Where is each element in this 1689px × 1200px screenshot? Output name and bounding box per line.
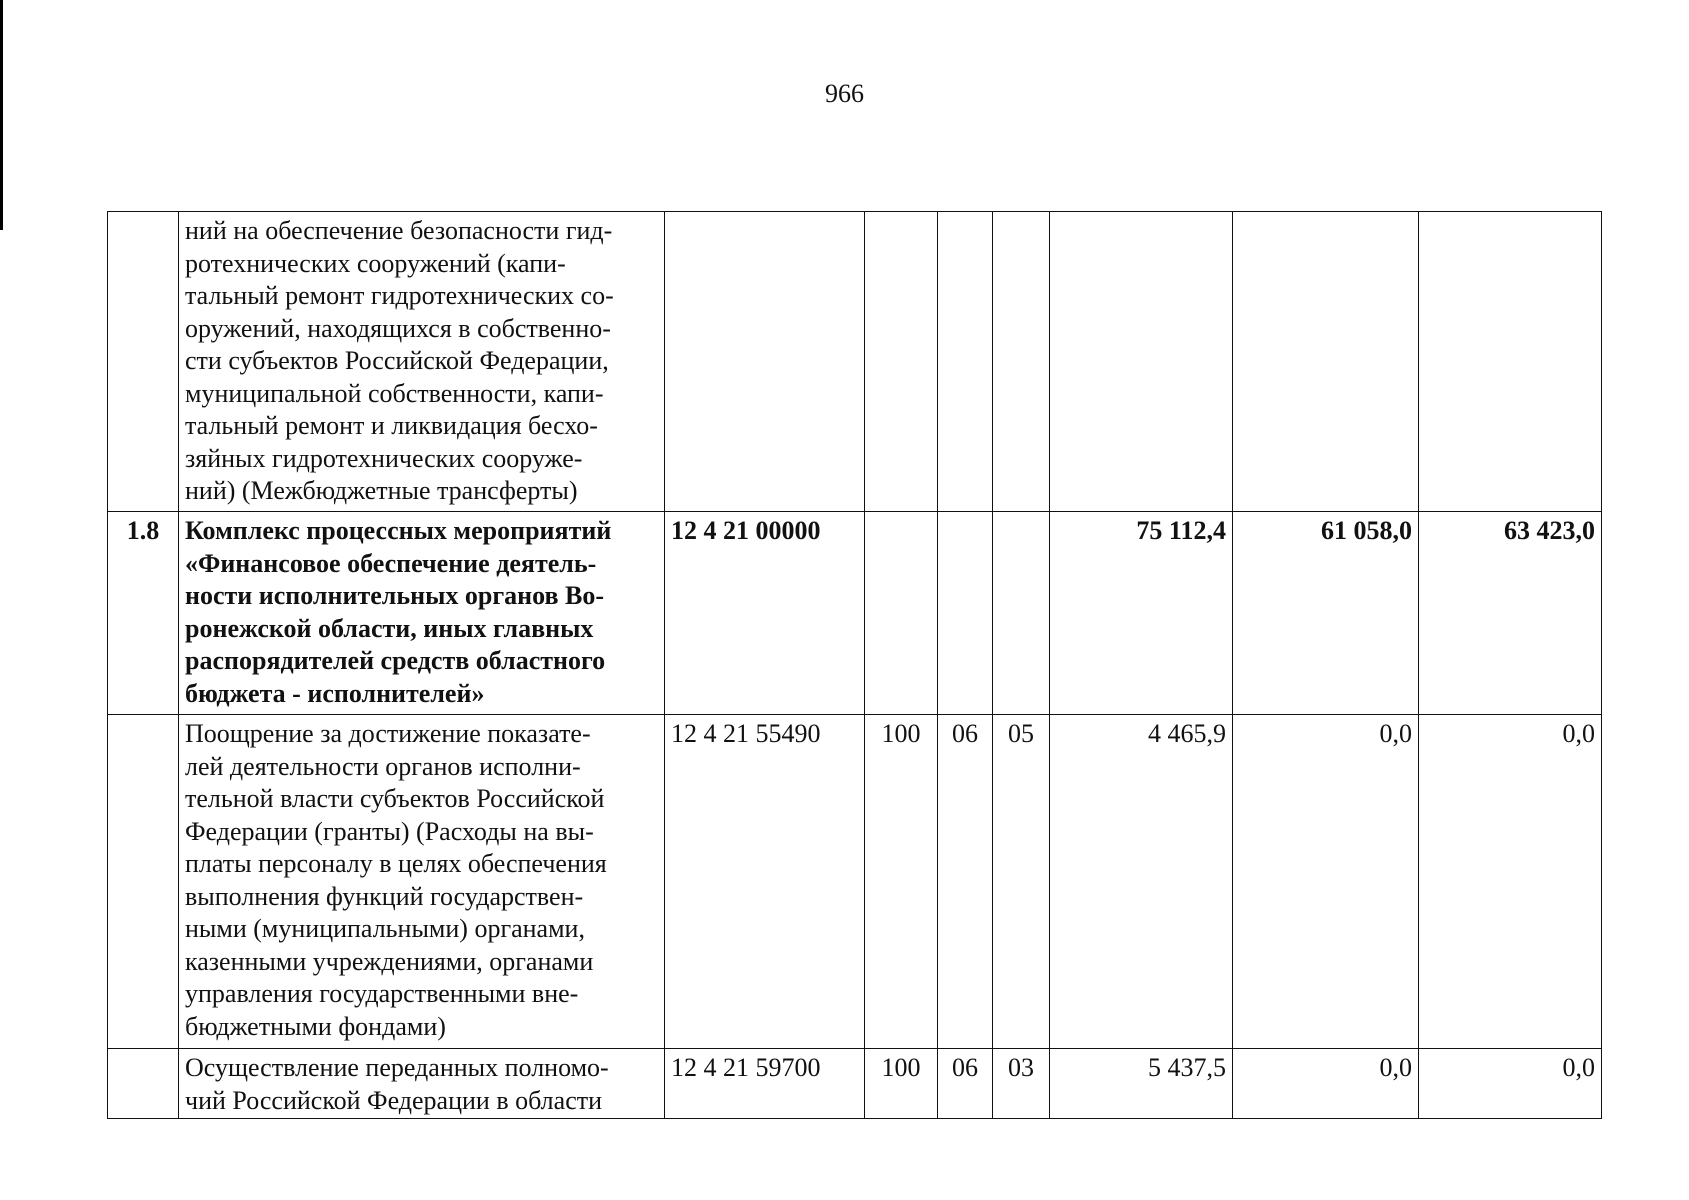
description-line: зяйных гидротехнических сооруже- bbox=[185, 443, 583, 473]
rz-cell bbox=[938, 512, 993, 715]
vr-cell: 100 bbox=[865, 715, 938, 1049]
description-cell bbox=[179, 512, 665, 715]
description-cell bbox=[179, 212, 665, 512]
amount-cell-1: 4 465,9 bbox=[1050, 715, 1233, 1049]
amount-cell-2: 0,0 bbox=[1233, 1049, 1419, 1119]
description-line: Федерации (гранты) (Расходы на вы- bbox=[185, 816, 594, 846]
code-cell: 12 4 21 00000 bbox=[665, 512, 865, 715]
pr-cell bbox=[993, 212, 1050, 512]
description-line: лей деятельности органов исполни- bbox=[185, 751, 581, 781]
description-line: управления государственными вне- bbox=[185, 979, 579, 1008]
amount-cell-1 bbox=[1050, 212, 1233, 512]
rz-cell: 06 bbox=[938, 715, 993, 1049]
description-line: казенными учреждениями, органами bbox=[185, 946, 594, 976]
description-cell bbox=[179, 1049, 665, 1119]
rz-cell bbox=[938, 212, 993, 512]
page-number: 966 bbox=[825, 79, 864, 108]
description-line: тальный ремонт гидротехнических со- bbox=[185, 281, 614, 310]
description-line: ными (муниципальными) органами, bbox=[185, 914, 585, 943]
table-row bbox=[108, 1049, 1602, 1119]
description-line: тельной власти субъектов Российской bbox=[185, 784, 605, 813]
row-number-cell bbox=[108, 1049, 179, 1119]
code-cell: 12 4 21 55490 bbox=[665, 715, 865, 1049]
description-line: распорядителей средств областного bbox=[185, 646, 606, 675]
description-line: платы персоналу в целях обеспечения bbox=[185, 849, 607, 878]
pr-cell bbox=[993, 512, 1050, 715]
amount-cell-2: 61 058,0 bbox=[1233, 512, 1419, 715]
amount-cell-3: 0,0 bbox=[1419, 715, 1602, 1049]
amount-cell-3: 63 423,0 bbox=[1419, 512, 1602, 715]
amount-cell-3: 0,0 bbox=[1419, 1049, 1602, 1119]
description-cell bbox=[179, 715, 665, 1049]
code-cell: 12 4 21 59700 bbox=[665, 1049, 865, 1119]
description-line: ротехнических сооружений (капи- bbox=[185, 248, 566, 278]
description-line: выполнения функций государствен- bbox=[185, 881, 584, 911]
amount-cell-1: 75 112,4 bbox=[1050, 512, 1233, 715]
description-line: оружений, находящихся в собственно- bbox=[185, 313, 611, 343]
pr-cell: 05 bbox=[993, 715, 1050, 1049]
pr-cell: 03 bbox=[993, 1049, 1050, 1119]
description-line: бюджета - исполнителей» bbox=[185, 678, 485, 708]
row-number-cell: 1.8 bbox=[108, 512, 179, 715]
description-line: Комплекс процессных мероприятий bbox=[185, 516, 612, 545]
description-line: ний на обеспечение безопасности гид- bbox=[185, 216, 613, 245]
description-line: ний) (Межбюджетные трансферты) bbox=[185, 476, 578, 505]
table-row bbox=[108, 512, 1602, 715]
rz-cell: 06 bbox=[938, 1049, 993, 1119]
table-row bbox=[108, 715, 1602, 1049]
vr-cell bbox=[865, 212, 938, 512]
row-number-cell bbox=[108, 715, 179, 1049]
budget-table bbox=[107, 211, 1602, 1119]
description-line: сти субъектов Российской Федерации, bbox=[185, 346, 609, 375]
description-line: ронежской области, иных главных bbox=[185, 613, 594, 643]
description-line: Осуществление переданных полномо- bbox=[185, 1053, 609, 1082]
vr-cell bbox=[865, 512, 938, 715]
amount-cell-2 bbox=[1233, 212, 1419, 512]
code-cell bbox=[665, 212, 865, 512]
description-line: чий Российской Федерации в области bbox=[185, 1085, 603, 1115]
vr-cell: 100 bbox=[865, 1049, 938, 1119]
table-row bbox=[108, 212, 1602, 512]
description-line: муниципальной собственности, капи- bbox=[185, 378, 604, 408]
scan-edge-mark bbox=[0, 0, 3, 230]
amount-cell-2: 0,0 bbox=[1233, 715, 1419, 1049]
description-line: «Финансовое обеспечение деятель- bbox=[185, 548, 597, 578]
description-line: тальный ремонт и ликвидация бесхо- bbox=[185, 411, 598, 440]
description-line: ности исполнительных органов Во- bbox=[185, 581, 605, 610]
amount-cell-1: 5 437,5 bbox=[1050, 1049, 1233, 1119]
description-line: бюджетными фондами) bbox=[185, 1011, 446, 1041]
row-number-cell bbox=[108, 212, 179, 512]
description-line: Поощрение за достижение показате- bbox=[185, 719, 591, 748]
amount-cell-3 bbox=[1419, 212, 1602, 512]
